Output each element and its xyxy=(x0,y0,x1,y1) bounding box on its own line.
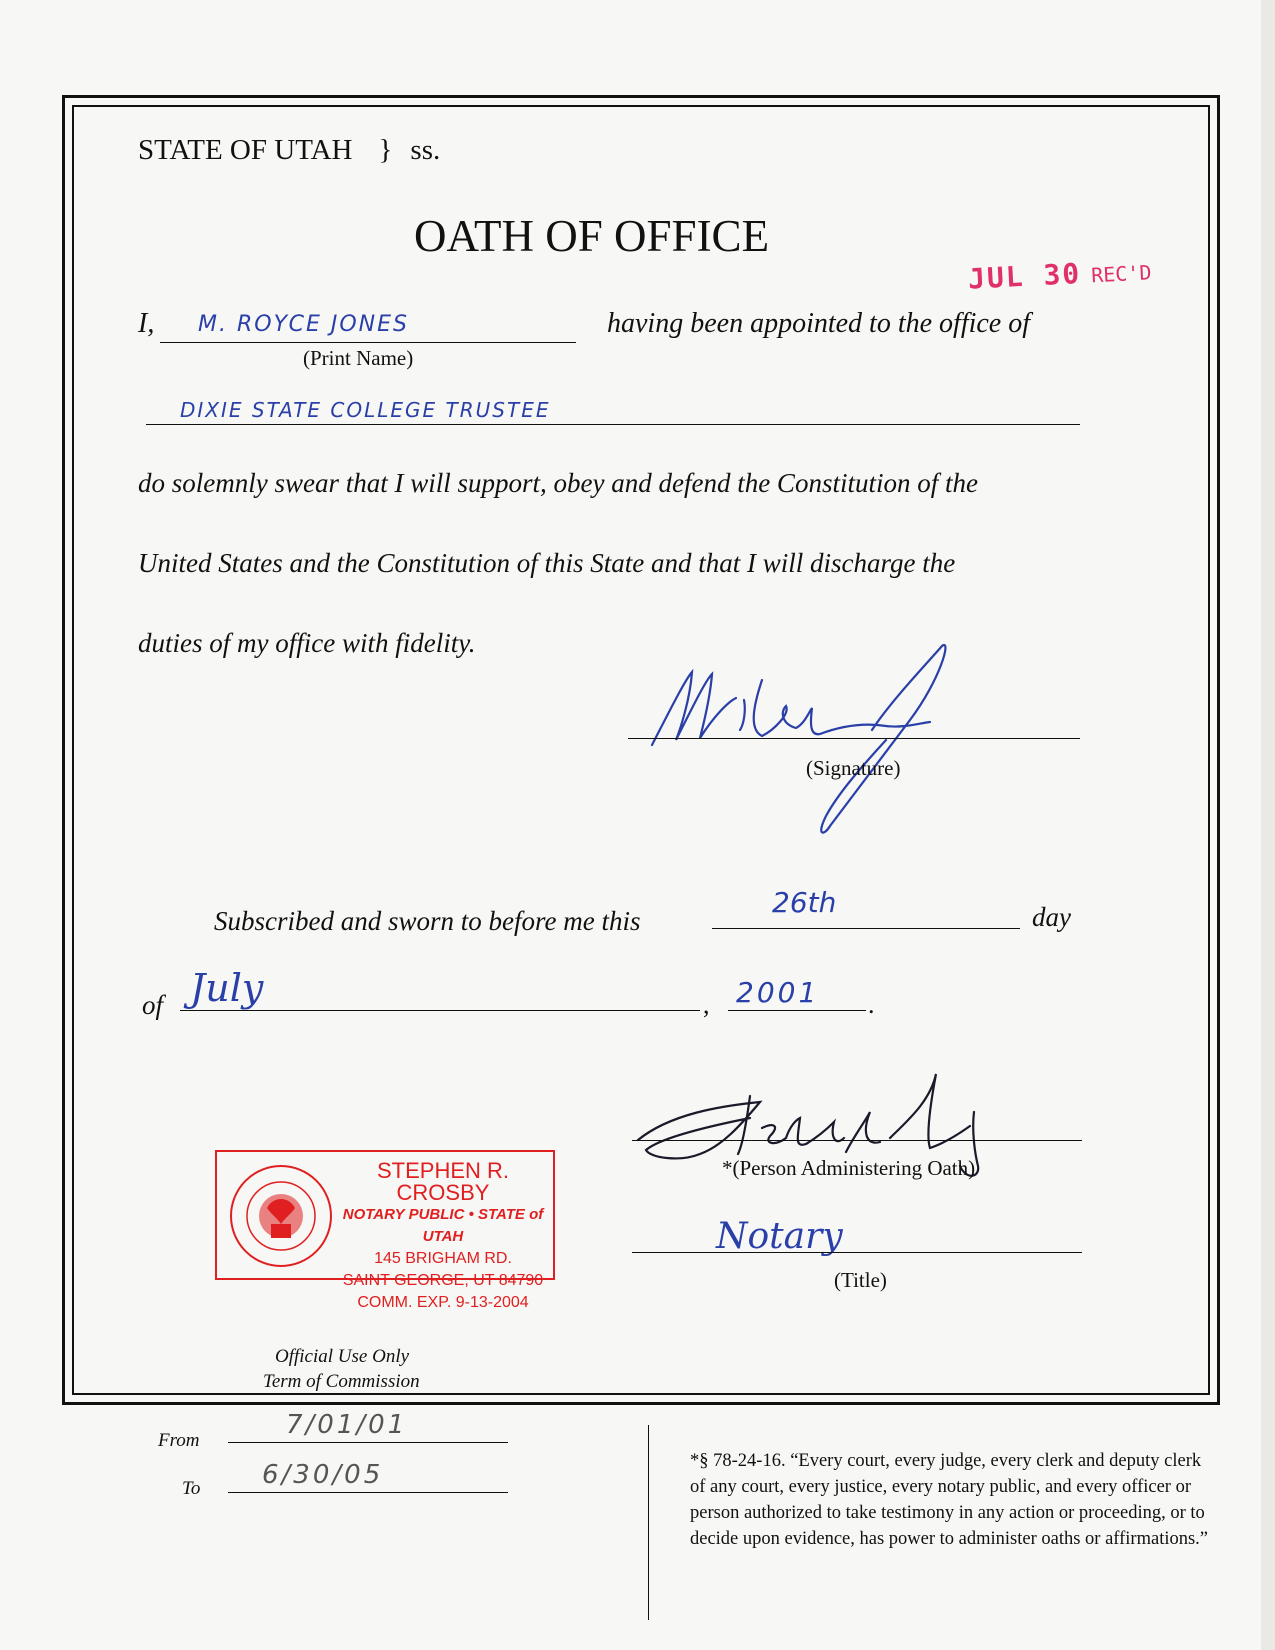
appointee-signature xyxy=(640,640,970,840)
received-date: JUL 30 xyxy=(967,256,1082,296)
administrator-title-value: Notary xyxy=(716,1216,843,1257)
day-value: 26th xyxy=(772,886,837,919)
year-value: 2001 xyxy=(736,976,820,1009)
page-edge xyxy=(1261,0,1275,1650)
to-label: To xyxy=(182,1478,201,1499)
statute-note: *§ 78-24-16. “Every court, every judge, every clerk and deputy clerk of any court, every justice, every notary public, and every officer or person authorized to take testimony in any action or proceeding, or to decide upon evidence, has power to administer oaths or affirmations.” xyxy=(690,1451,1209,1549)
office-line xyxy=(146,424,1080,425)
notary-title: NOTARY PUBLIC • STATE of UTAH xyxy=(342,1206,544,1245)
oath-intro: I, xyxy=(138,308,155,339)
notary-expiry: COMM. EXP. 9-13-2004 xyxy=(357,1294,529,1311)
print-name-value: M. ROYCE JONES xyxy=(198,312,410,337)
footer-divider xyxy=(648,1425,649,1620)
oath-body-line-3: duties of my office with fidelity. xyxy=(138,628,476,658)
document-title: OATH OF OFFICE xyxy=(414,211,770,261)
day-label: day xyxy=(1032,902,1071,932)
from-value: 7/01/01 xyxy=(286,1410,408,1440)
to-line xyxy=(228,1492,508,1493)
administrator-signature-line xyxy=(632,1140,1082,1141)
venue-line xyxy=(138,134,440,167)
year-comma: , xyxy=(703,990,710,1019)
month-value: July xyxy=(190,966,264,1010)
from-line xyxy=(228,1442,508,1443)
sworn-prefix: Subscribed and sworn to before me this xyxy=(214,906,641,936)
title-caption: (Title) xyxy=(834,1268,887,1292)
print-name-line xyxy=(160,342,576,343)
signature-line xyxy=(628,738,1080,739)
year-period: . xyxy=(868,990,875,1019)
notary-stamp-text xyxy=(335,1160,551,1314)
oath-body-line-2: United States and the Constitution of this State and that I will discharge the xyxy=(138,548,956,578)
state-label: STATE OF UTAH xyxy=(138,134,353,166)
day-line xyxy=(712,928,1020,929)
great-seal-icon xyxy=(227,1162,335,1270)
month-line xyxy=(180,1010,700,1011)
appointed-text: having been appointed to the office of xyxy=(607,308,1031,339)
print-name-caption: (Print Name) xyxy=(303,346,414,370)
official-use-heading: Official Use Only xyxy=(275,1346,410,1367)
received-label: REC'D xyxy=(1090,260,1153,288)
venue-brace: } xyxy=(378,134,393,166)
from-label: From xyxy=(158,1430,200,1451)
notary-name: STEPHEN R. CROSBY xyxy=(376,1158,510,1205)
office-value: DIXIE STATE COLLEGE TRUSTEE xyxy=(180,398,551,422)
term-heading: Term of Commission xyxy=(263,1371,420,1392)
administrator-caption: *(Person Administering Oath) xyxy=(722,1156,976,1180)
signature-caption: (Signature) xyxy=(806,756,901,780)
notary-address-1: 145 BRIGHAM RD. xyxy=(374,1250,512,1267)
notary-stamp xyxy=(215,1150,555,1311)
oath-body-line-1: do solemnly swear that I will support, obey and defend the Constitution of the xyxy=(138,468,978,498)
notary-address-2: SAINT GEORGE, UT 84790 xyxy=(342,1272,544,1289)
title-line xyxy=(632,1252,1082,1253)
to-value: 6/30/05 xyxy=(262,1460,384,1490)
year-line xyxy=(728,1010,866,1011)
of-label: of xyxy=(142,990,164,1020)
ss-label: ss. xyxy=(410,134,441,166)
